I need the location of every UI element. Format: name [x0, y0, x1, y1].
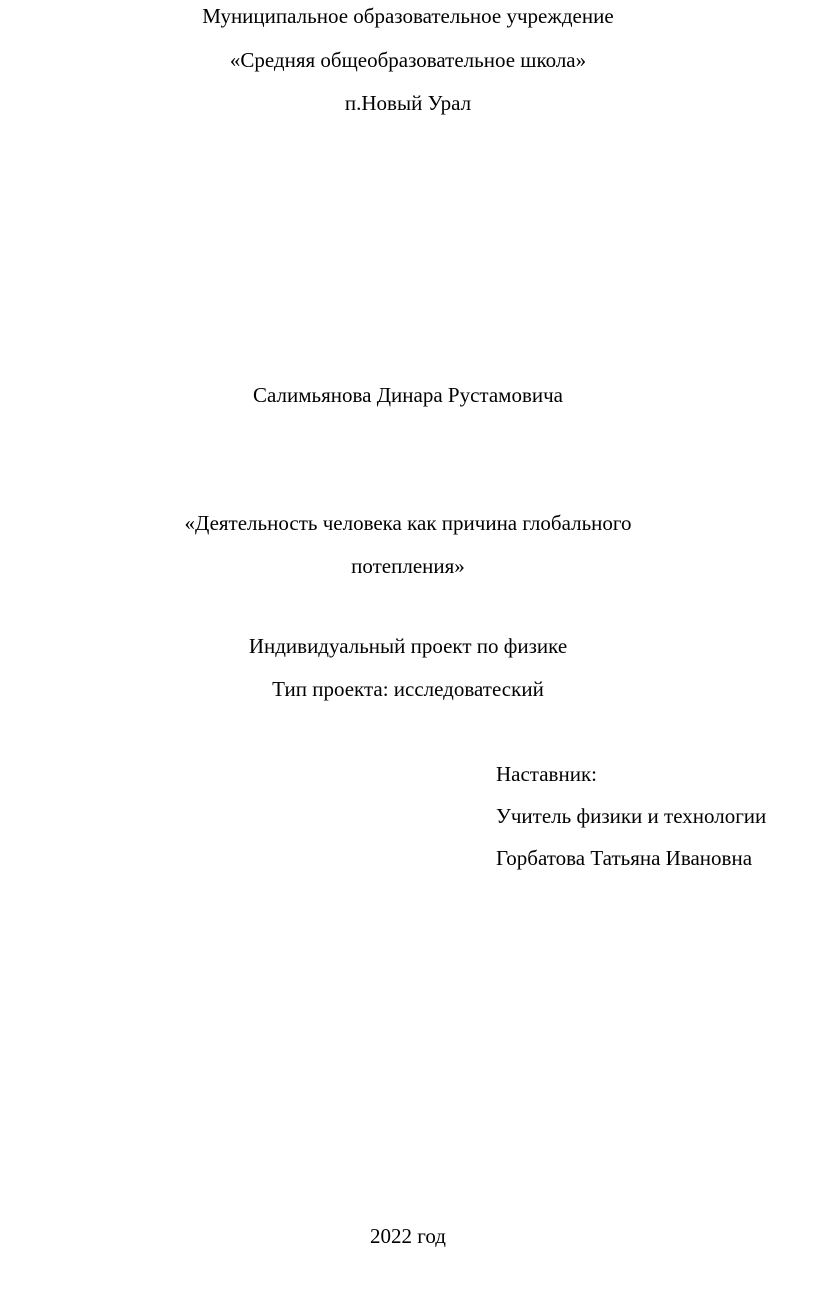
- mentor-name: Горбатова Татьяна Ивановна: [496, 846, 753, 870]
- project-subject: Индивидуальный проект по физике: [248, 634, 568, 658]
- project-type: Тип проекта: исследоватеский: [272, 677, 544, 701]
- institution-location: п.Новый Урал: [344, 91, 472, 115]
- institution-line-2: «Средняя общеобразовательное школа»: [229, 48, 587, 72]
- mentor-label: Наставник:: [496, 762, 597, 786]
- document-year: 2022 год: [370, 1224, 446, 1248]
- institution-line-1: Муниципальное образовательное учреждение: [202, 4, 614, 28]
- project-title-line-2: потепления»: [351, 554, 465, 578]
- mentor-position: Учитель физики и технологии: [496, 804, 767, 828]
- project-title-line-1: «Деятельность человека как причина глобального: [184, 511, 632, 535]
- author-name: Салимьянова Динара Рустамовича: [253, 383, 563, 407]
